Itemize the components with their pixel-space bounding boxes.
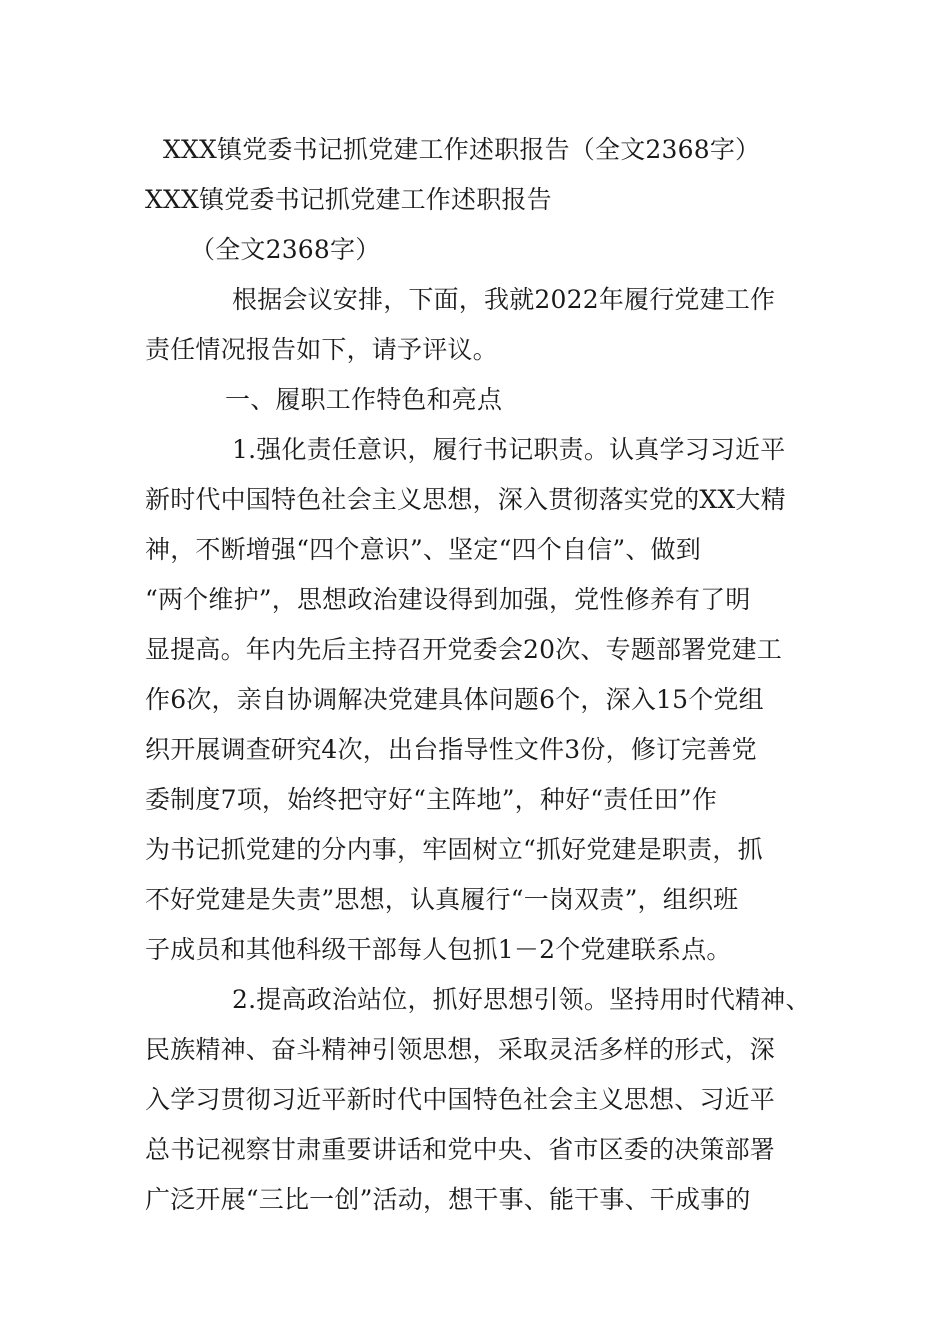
paragraph-line: 总书记视察甘肃重要讲话和党中央、省市区委的决策部署 [145, 1135, 776, 1164]
paragraph-line: 为书记抓党建的分内事，牢固树立“抓好党建是职责，抓 [145, 835, 763, 864]
paragraph-line: 织开展调查研究4次，出台指导性文件3份，修订完善党 [145, 735, 757, 764]
paragraph-line: 神，不断增强“四个意识”、坚定“四个自信”、做到 [145, 535, 701, 564]
intro-line: 责任情况报告如下，请予评议。 [145, 335, 498, 364]
section-heading: 一、履职工作特色和亮点 [225, 385, 503, 414]
paragraph-line: 入学习贯彻习近平新时代中国特色社会主义思想、习近平 [145, 1085, 776, 1114]
paragraph-line: 民族精神、奋斗精神引领思想，采取灵活多样的形式，深 [145, 1035, 776, 1064]
paragraph-line: 子成员和其他科级干部每人包抓1－2个党建联系点。 [145, 935, 732, 964]
intro-line: 根据会议安排，下面，我就2022年履行党建工作 [232, 285, 776, 314]
paragraph-line: 委制度7项，始终把守好“主阵地”，种好“责任田”作 [145, 785, 718, 814]
paragraph-line: 显提高。年内先后主持召开党委会20次、专题部署党建工 [145, 635, 783, 664]
document-title: XXX镇党委书记抓党建工作述职报告 [145, 185, 552, 214]
paragraph-line: “两个维护”，思想政治建设得到加强，党性修养有了明 [145, 585, 751, 614]
document-heading: XXX镇党委书记抓党建工作述职报告（全文2368字） [163, 135, 761, 164]
paragraph-line: 广泛开展“三比一创”活动，想干事、能干事、干成事的 [145, 1185, 751, 1214]
paragraph-line: 1.强化责任意识，履行书记职责。认真学习习近平 [232, 435, 786, 464]
paragraph-line: 新时代中国特色社会主义思想，深入贯彻落实党的XX大精 [145, 485, 786, 514]
word-count: （全文2368字） [190, 235, 381, 264]
paragraph-line: 作6次，亲自协调解决党建具体问题6个，深入15个党组 [145, 685, 764, 714]
paragraph-line: 不好党建是失责”思想，认真履行“一岗双责”，组织班 [145, 885, 739, 914]
paragraph-line: 2.提高政治站位，抓好思想引领。坚持用时代精神、 [232, 985, 811, 1014]
